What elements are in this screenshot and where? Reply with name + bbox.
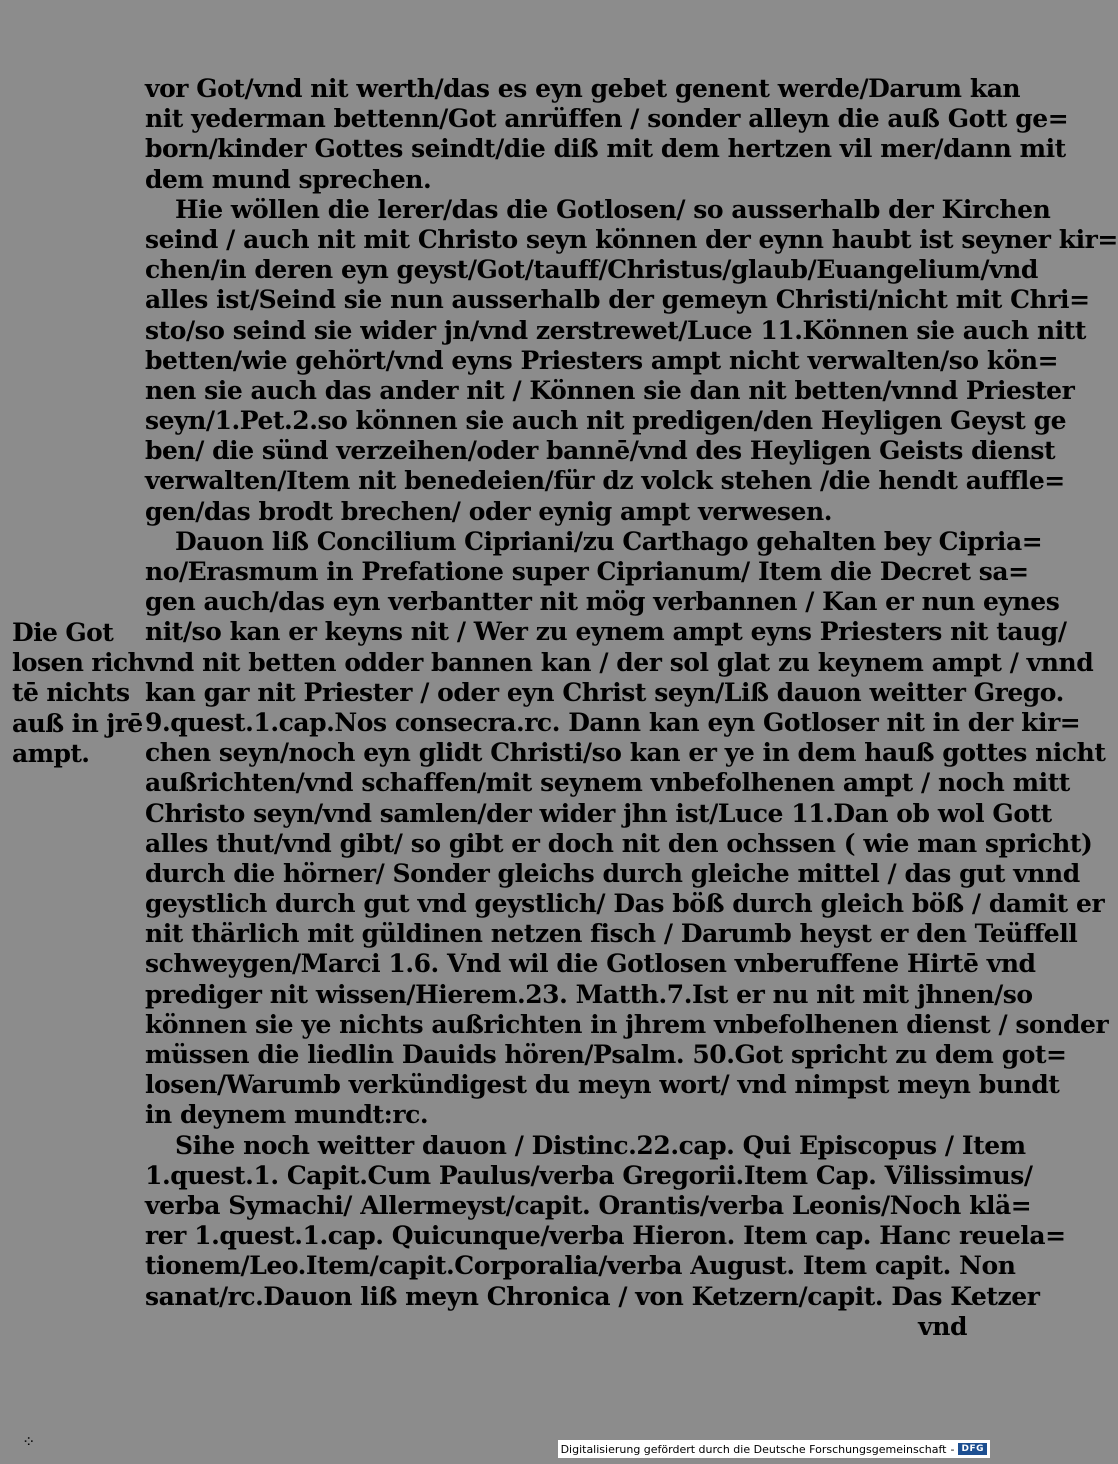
- text-line: ben/ die sünd verzeihen/oder bannē/vnd des Heyligen Geists dienst: [145, 436, 1056, 466]
- footer-credit-text: Digitalisierung gefördert durch die Deutsche Forschungsgemeinschaft: [560, 1442, 947, 1456]
- text-line: chen/in deren eyn geyst/Got/tauff/Christus/glaub/Euangelium/vnd: [145, 255, 1038, 285]
- margin-note-line: auß in jrē: [12, 708, 143, 738]
- footer-separator: -: [950, 1442, 955, 1456]
- text-line: Hie wöllen die lerer/das die Gotlosen/ so ausserhalb der Kirchen: [175, 194, 1051, 224]
- margin-note: [12, 618, 146, 769]
- text-line: vor Got/vnd nit werth/das es eyn gebet genent werde/Darum kan: [145, 74, 1021, 103]
- text-line: gen/das brodt brechen/ oder eynig ampt verwesen.: [145, 496, 832, 526]
- text-line: born/kinder Gottes seindt/die diß mit dem hertzen vil mer/dann mit: [145, 134, 1066, 164]
- text-line: gen auch/das eyn verbantter nit mög verbannen / Kan er nun eynes: [145, 587, 1060, 617]
- text-line: außrichten/vnd schaffen/mit seynem vnbefolhenen ampt / noch mitt: [145, 768, 1070, 798]
- margin-note-line: tē nichts: [12, 678, 130, 708]
- scan-speck: ⁘: [22, 1432, 36, 1451]
- text-line: nit yederman bettenn/Got anrüffen / sonder alleyn die auß Gott ge=: [145, 104, 1069, 134]
- text-line: nit thärlich mit güldinen netzen fisch / Darumb heyst er den Teüffell: [145, 919, 1078, 949]
- text-line: alles thut/vnd gibt/ so gibt er doch nit den ochssen ( wie man spricht): [145, 828, 1093, 858]
- text-line: nit/so kan er keyns nit / Wer zu eynem ampt eyns Priesters nit taug/: [145, 617, 1067, 647]
- text-line: 1.quest.1. Capit.Cum Paulus/verba Gregorii.Item Cap. Vilissimus/: [145, 1160, 1033, 1190]
- text-line: sanat/rc.Dauon liß meyn Chronica / von Ketzern/capit. Das Ketzer: [145, 1281, 1040, 1311]
- main-text-block: [145, 74, 1118, 1342]
- text-line: geystlich durch gut vnd geystlich/ Das böß durch gleich böß / damit er: [145, 889, 1105, 919]
- text-line: verba Symachi/ Allermeyst/capit. Orantis/verba Leonis/Noch klä=: [145, 1190, 1032, 1220]
- text-line: in deynem mundt:rc.: [145, 1100, 429, 1130]
- dfg-logo-icon: DFG: [958, 1443, 987, 1455]
- text-line: müssen die liedlin Dauids hören/Psalm. 50.Got spricht zu dem got=: [145, 1040, 1067, 1069]
- text-line: kan gar nit Priester / oder eyn Christ seyn/Liß dauon weitter Grego.: [145, 677, 1064, 707]
- text-line: 9.quest.1.cap.Nos consecra.rc. Dann kan eyn Gotloser nit in der kir=: [145, 707, 1081, 737]
- catchword: vnd: [918, 1311, 967, 1341]
- text-line: prediger nit wissen/Hierem.23. Matth.7.Ist er nu nit mit jhnen/so: [145, 979, 1033, 1009]
- text-line: Christo seyn/vnd samlen/der wider jhn ist/Luce 11.Dan ob wol Gott: [145, 798, 1052, 828]
- text-line: chen seyn/noch eyn glidt Christi/so kan er ye in dem hauß gottes nicht: [145, 738, 1106, 768]
- text-line: rer 1.quest.1.cap. Quicunque/verba Hieron. Item cap. Hanc reuela=: [145, 1221, 1066, 1251]
- text-line: seind / auch nit mit Christo seyn können der eynn haubt ist seyner kir=: [145, 224, 1118, 254]
- text-line: betten/wie gehört/vnd eyns Priesters ampt nicht verwalten/so kön=: [145, 345, 1059, 375]
- text-line: seyn/1.Pet.2.so können sie auch nit predigen/den Heyligen Geyst ge: [145, 406, 1067, 436]
- text-line: Sihe noch weitter dauon / Distinc.22.cap. Qui Episcopus / Item: [175, 1130, 1026, 1160]
- text-line: Dauon liß Concilium Cipriani/zu Carthago gehalten bey Cipria=: [175, 526, 1043, 556]
- text-line: losen/Warumb verkündigest du meyn wort/ vnd nimpst meyn bundt: [145, 1070, 1060, 1100]
- text-line: alles ist/Seind sie nun ausserhalb der gemeyn Christi/nicht mit Chri=: [145, 285, 1090, 315]
- text-line: können sie ye nichts außrichten in jhrem vnbefolhenen dienst / sonder: [145, 1009, 1109, 1039]
- text-line: durch die hörner/ Sonder gleichs durch gleiche mittel / das gut vnnd: [145, 858, 1080, 888]
- text-line: verwalten/Item nit benedeien/für dz volck stehen /die hendt auffle=: [145, 466, 1065, 496]
- margin-note-line: losen rich: [12, 648, 146, 678]
- text-line: vnd nit betten odder bannen kan / der sol glat zu keynem ampt / vnnd: [145, 647, 1094, 677]
- text-line: dem mund sprechen.: [145, 164, 432, 194]
- margin-note-line: ampt.: [12, 738, 90, 768]
- text-line: tionem/Leo.Item/capit.Corporalia/verba August. Item capit. Non: [145, 1251, 1016, 1281]
- digitization-footer: [558, 1440, 990, 1458]
- margin-note-line: Die Got: [12, 618, 114, 647]
- text-line: no/Erasmum in Prefatione super Ciprianum/ Item die Decret sa=: [145, 557, 1029, 586]
- text-line: schweygen/Marci 1.6. Vnd wil die Gotlosen vnberuffene Hirtē vnd: [145, 949, 1036, 979]
- text-line: nen sie auch das ander nit / Können sie dan nit betten/vnnd Priester: [145, 375, 1075, 405]
- text-line: sto/so seind sie wider jn/vnd zerstrewet/Luce 11.Können sie auch nitt: [145, 315, 1086, 345]
